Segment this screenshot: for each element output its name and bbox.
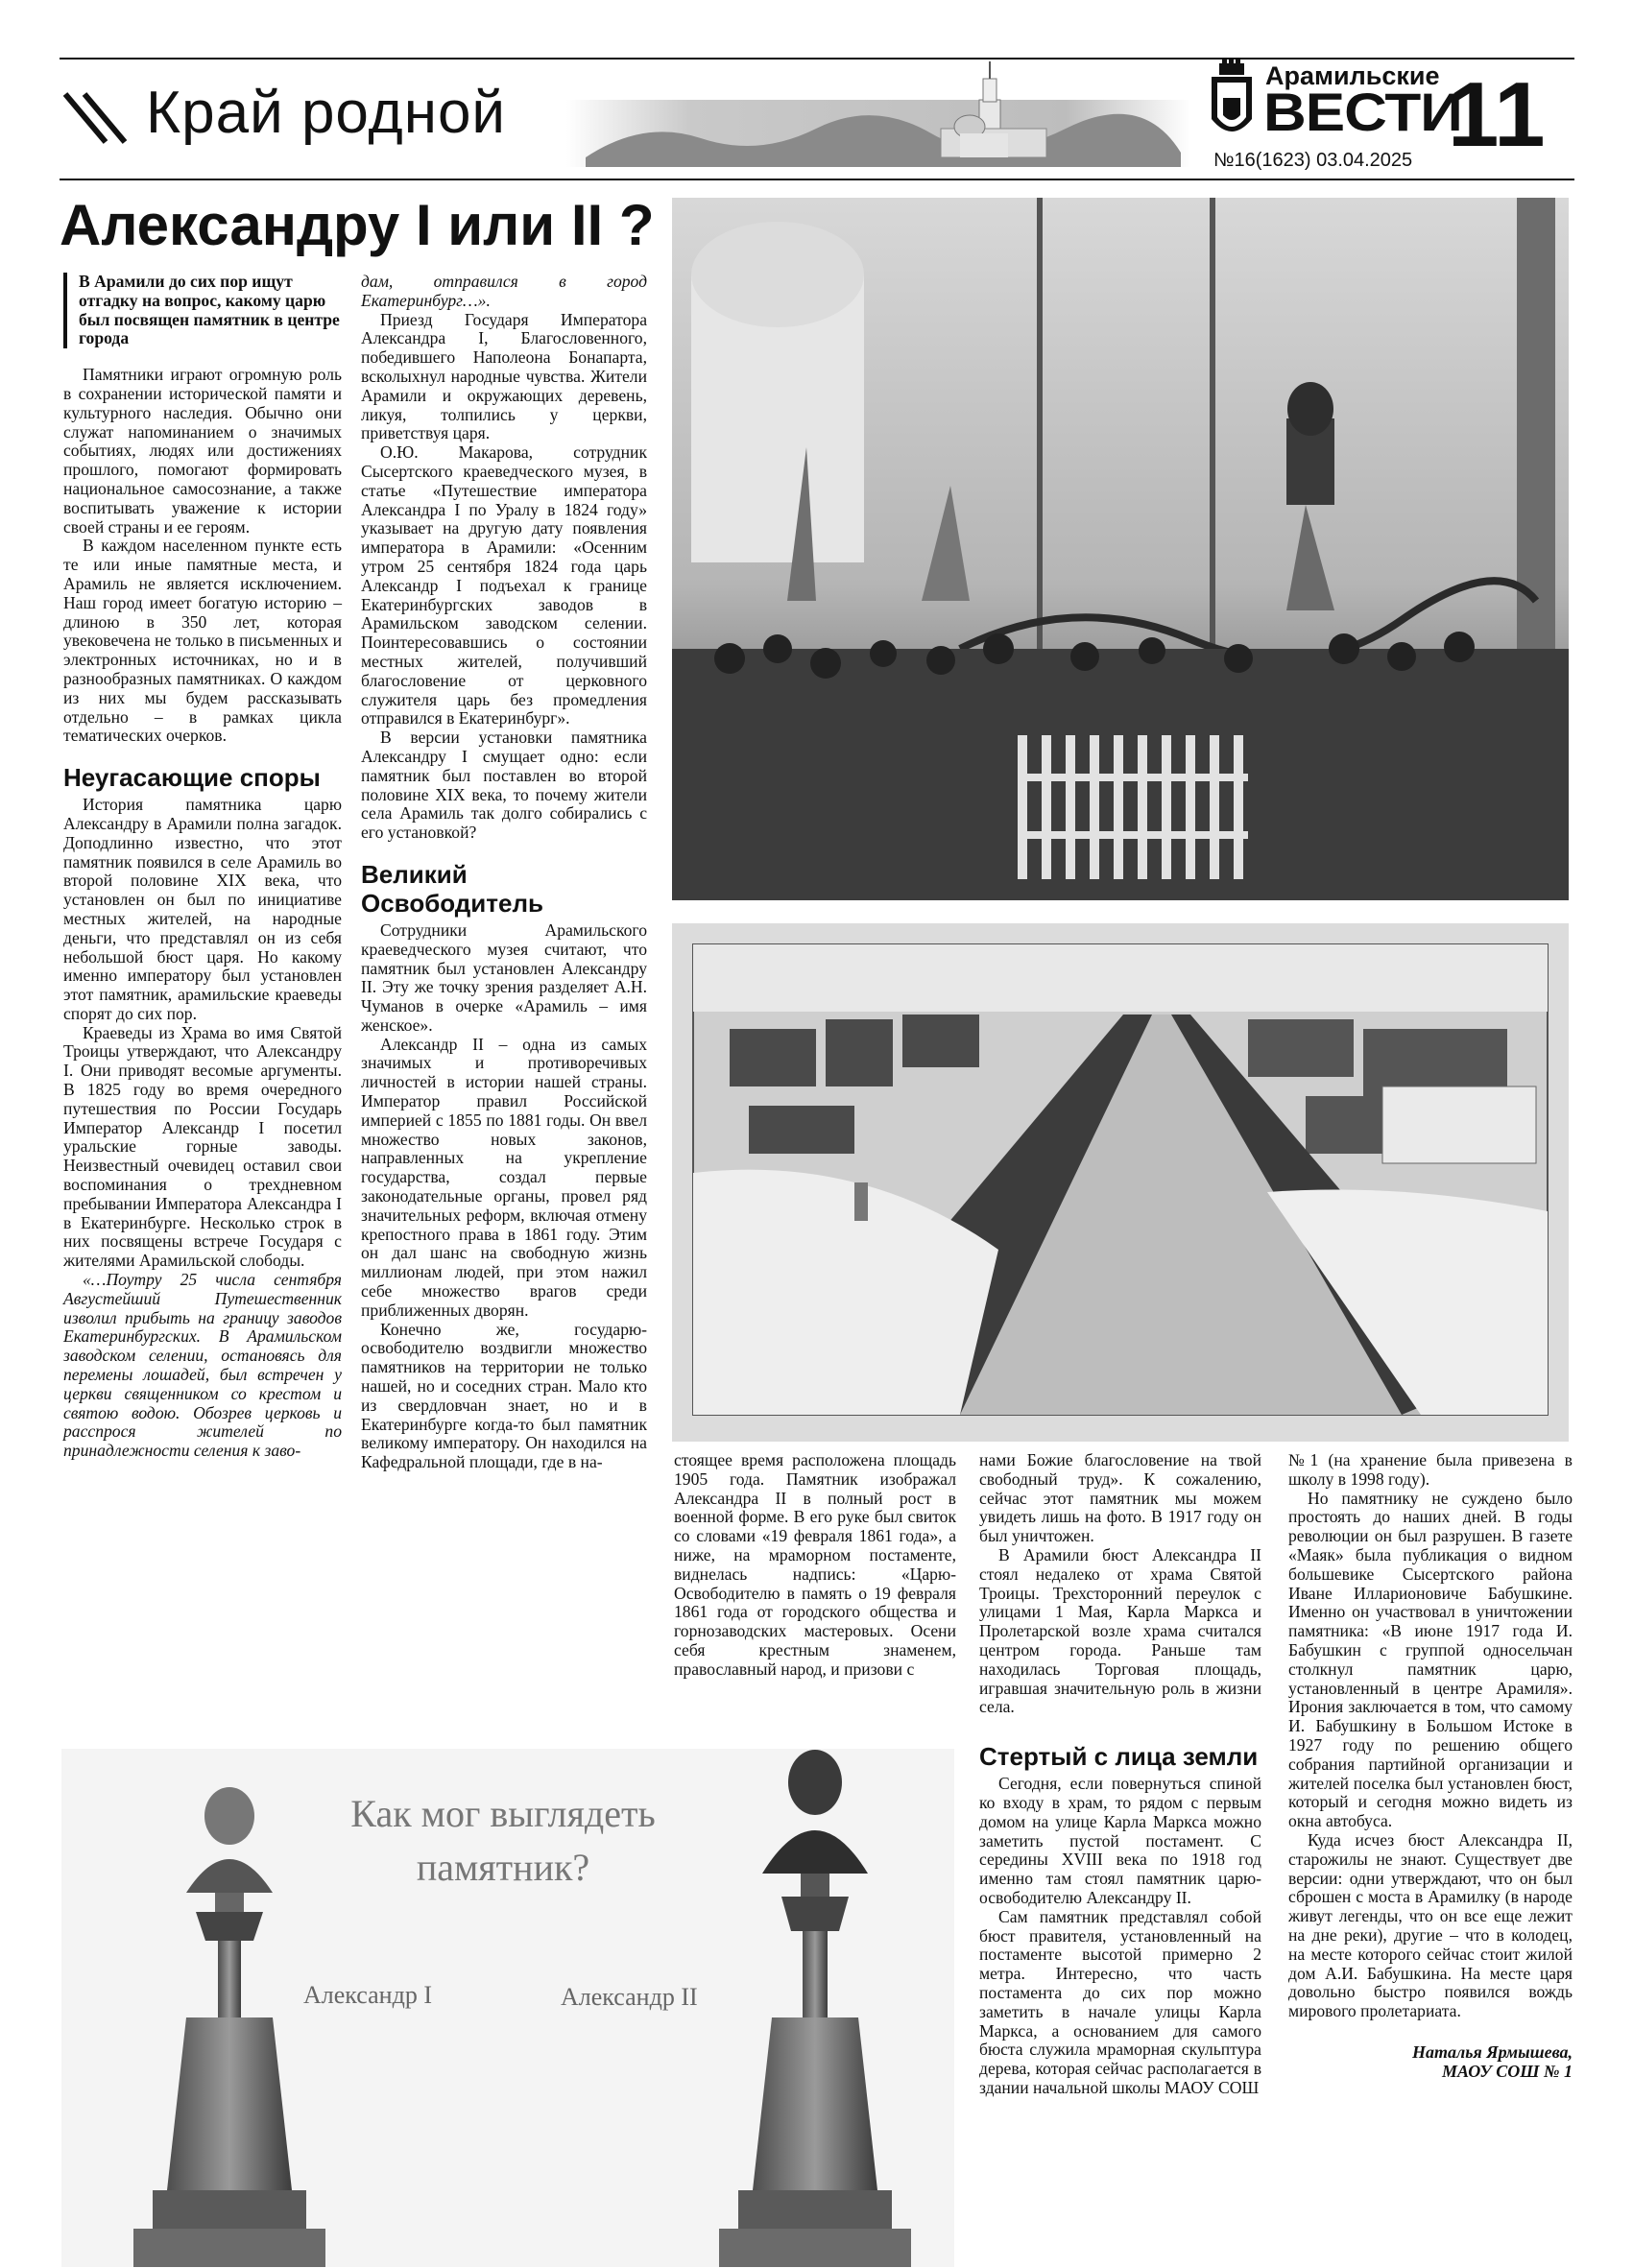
article-lead: В Арамили до сих пор ищут отгадку на вопрос, какому царю был посвящен памятник в центре города	[63, 273, 342, 348]
photo-crowd-image	[672, 198, 1569, 900]
article-headline: Александру I или II ?	[60, 193, 655, 257]
brand-main: ВЕСТИ	[1263, 83, 1462, 143]
page-number: 11	[1448, 63, 1546, 166]
quote-paragraph: «…Поутру 25 числа сентября Августейший Путешественник изволил прибыть на границу заводов Екатеринбургских. В Арамильском заводском селении, остановясь для перемены лошадей, был встречен у церкви священником со крестом и святою водою. Обозрев церковь и расспрося жителей по принадлежности селения к заво-	[63, 1270, 342, 1461]
paragraph: стоящее время расположена площадь 1905 года. Памятник изображал Александра II в полный рост в военной форме. В его руке был свиток со словами «19 февраля 1861 года», а ниже, на мраморном постаменте, виднелась надпись: «Царю-Освободителю в память о 19 февраля 1861 года от городского общества и горнозаводских мастеровых. Осени себя крестным знаменем, православный народ, и призови с	[674, 1450, 956, 1679]
photo-street-image	[672, 923, 1569, 1442]
paragraph: Сегодня, если повернуться спиной ко входу в храм, то рядом с первым домом на улице Карла Маркса можно заметить пустой постамент. С середины XVIII века по 1918 год именно там стоял памятник царю-освободителю Александру II.	[979, 1774, 1261, 1907]
issue-number-date: №16(1623) 03.04.2025	[1213, 150, 1413, 171]
paragraph: Александр II – одна из самых значимых и противоречивых личностей в истории нашей страны. Император правил Российской империей с 1855 по 1881 годы. Он ввел множество новых законов, направленных на укрепление государства, создал первые законодательные органы, провел ряд значительных реформ, включая отмену крепостного права в 1861 году. Этим он дал шанс на свободную жизнь миллионам людей, при этом нажил себе множество врагов среди приближенных дворян.	[361, 1034, 647, 1320]
column-3	[674, 1451, 956, 1680]
paragraph: О.Ю. Макарова, сотрудник Сысертского краеведческого музея, в статье «Путешествие императора Александра I по Уралу в 1824 году» указывает на другую дату появления императора в Арамили: «Осенним утром 25 сентября 1824 года царь Александр I подъехал к границе Екатеринбургских заводов в Арамильском заводском селении. Поинтересовавшись о состоянии местных жителей, получивший благословение от церковного служителя царь без промедления отправился в Екатеринбург».	[361, 442, 647, 728]
brand-top: Арамильские	[1265, 61, 1440, 90]
paragraph: нами Божие благословение на твой свободный труд». К сожалению, сейчас этот памятник мы можем увидеть лишь на фото. В 1917 году он был уничтожен.	[979, 1450, 1261, 1546]
section-title: Край родной	[146, 80, 507, 146]
paragraph: Краеведы из Храма во имя Святой Троицы утверждают, что Александру I. Они приводят весомые аргументы. В 1825 году во время очередного путешествия по России Государь Император Александр I посетил уральские горные заводы. Неизвестный очевидец оставил свои воспоминания о трехдневном пребывании Императора Александра I в Екатеринбурге. Несколько строк в них посвящены встрече Государя с жителями Арамильской слободы.	[63, 1022, 342, 1271]
paragraph: Приезд Государя Императора Александра I, Благословенного, победившего Наполеона Бонапарта, всколыхнул народные чувства. Жители Арамили и окружающих деревень, ликуя, толпились у церкви, приветствуя царя.	[361, 309, 647, 443]
monument-comparison-graphic	[61, 1749, 954, 2267]
header-church-image	[566, 61, 1190, 167]
paragraph: Сотрудники Арамильского краеведческого музея считают, что памятник был установлен Александру II. Эту же точку зрения разделяет А.Н. Чуманов в очерке «Арамиль – имя женское».	[361, 919, 647, 1035]
column-4	[979, 1451, 1261, 2098]
top-rule	[60, 58, 1574, 60]
column-5	[1288, 1451, 1573, 2081]
section-slash-icon	[61, 86, 132, 148]
quote-continuation: дам, отправился в город Екатеринбург…».	[361, 272, 647, 310]
column-2	[361, 273, 647, 1472]
paragraph: В каждом населенном пункте есть те или иные памятные места, и Арамиль не является исключением. Наш город имеет богатую историю – длиною в 350 лет, которая увековечена не только в письменных и электронных источниках, но и в разнообразных памятниках. О каждом из них мы будем рассказывать отдельно – в рамках цикла тематических очерков.	[63, 536, 342, 746]
paragraph: Но памятнику не суждено было простоять до наших дней. В годы революции он был разрушен. В газете «Маяк» была публикация о видном большевике Сысертского района Иване Илларионовиче Бабушкине. Именно он участвовал в уничтожении памятника: «В июне 1917 года И. Бабушкин с группой односельчан столкнул памятник царю, установленный в центре Арамиля». Ирония заключается в том, что самому И. Бабушкину в Большом Истоке в 1927 году по решению общего собрания партийной организации и жителей поселка был установлен бюст, который и сегодня можно видеть из окна автобуса.	[1288, 1488, 1573, 1831]
label-alexander-i: Александр I	[303, 1981, 432, 2009]
paragraph: Конечно же, государю-освободителю воздвигли множество памятников на территории не только нашей, но и соседних стран. Мало кто из свердловчан знает, но и в Екатеринбурге когда-то был памятник великому императору. Он находился на Кафедральной площади, где в на-	[361, 1319, 647, 1472]
byline-author: Наталья Ярмышева,	[1412, 2041, 1573, 2062]
paragraph: История памятника царю Александру в Арамили полна загадок. Доподлинно известно, что этот памятник появился в селе Арамиль во второй половине XIX века, что установлен он был по инициативе местных жителей, на народные деньги, что представлял он из себя небольшой бюст царя. Но какому именно императору был установлен этот памятник, арамильские краеведы спорят до сих пор.	[63, 795, 342, 1023]
byline-organization: МАОУ СОШ № 1	[1441, 2061, 1573, 2081]
header-rule	[60, 179, 1574, 180]
paragraph: В версии установки памятника Александру I смущает одно: если памятник был поставлен во второй половине XIX века, то почему жители села Арамиль так долго собирались с его установкой?	[361, 728, 647, 843]
subheading-disputes: Неугасающие споры	[63, 763, 321, 793]
paragraph: Куда исчез бюст Александра II, старожилы не знают. Существует две версии: одни утверждают, что он был сброшен с моста в Арамилку (в народе живут легенды, что он все еще лежит на дне реки), другие – что в колодец, на месте которого сейчас стоит жилой дом А.И. Бабушкина. На месте царя довольно быстро появился вождь мирового пролетариата.	[1288, 1829, 1573, 2021]
paragraph: Сам памятник представлял собой бюст правителя, установленный на постаменте высотой примерно 2 метра. Интересно, что часть постамента до сих пор можно заметить в начале улицы Карла Маркса, а основанием для самого бюста служила мраморная скульптура дерева, которая сейчас располагается в здании начальной школы МАОУ СОШ	[979, 1906, 1261, 2097]
subheading-liberator: Великий Освободитель	[361, 859, 543, 918]
subheading-erased: Стертый с лица земли	[979, 1742, 1259, 1772]
graphic-title-line1: Как мог выглядеть	[350, 1792, 656, 1835]
paragraph: №1 (на хранение была привезена в школу в 1998 году).	[1288, 1450, 1573, 1489]
paragraph: Памятники играют огромную роль в сохранении исторической памяти и культурного наследия. Обычно они служат напоминанием о значимых событиях, людях или достижениях прошлого, помогают формировать национальное самосознание, а также воспитывать уважение к истории своей страны и ее героям.	[63, 365, 342, 537]
city-crest-icon	[1206, 60, 1258, 148]
column-1	[63, 273, 342, 1461]
paragraph: В Арамили бюст Александра II стоял недалеко от храма Святой Троицы. Трехсторонний переулок с улицами 1 Мая, Карла Маркса и Пролетарской возле храма считался центром города. Раньше там находилась Торговая площадь, игравшая значительную роль в жизни села.	[979, 1544, 1261, 1717]
photo-village-street	[672, 923, 1569, 1442]
graphic-title-line2: памятник?	[416, 1846, 590, 1889]
photo-crowd-at-monument	[672, 198, 1569, 900]
label-alexander-ii: Александр II	[561, 1983, 698, 2011]
